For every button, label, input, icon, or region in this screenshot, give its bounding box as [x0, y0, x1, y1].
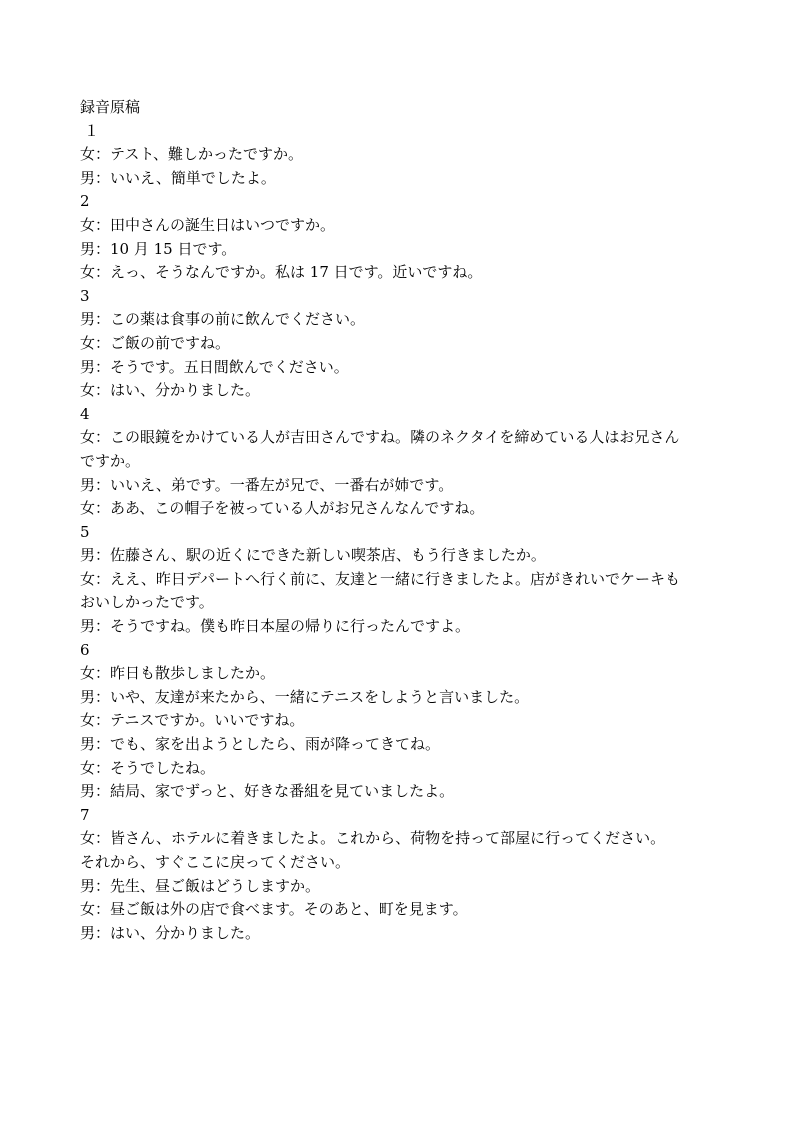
dialogue-line: 男：はい、分かりました。 — [80, 923, 261, 942]
dialogue-line: 男：でも、家を出ようとしたら、雨が降ってきてね。 — [80, 735, 441, 754]
dialogue-line: 男：いいえ、簡単でしたよ。 — [80, 168, 276, 187]
document-title: 録音原稿 — [80, 98, 141, 116]
dialogue-line: 女：昼ご飯は外の店で食べます。そのあと、町を見ます。 — [80, 900, 468, 919]
dialogue-line: 男：いや、友達が来たから、一緒にテニスをしようと言いました。 — [80, 687, 530, 706]
dialogue-section-7 — [80, 804, 700, 946]
dialogue-line: 男：そうですね。僕も昨日本屋の帰りに行ったんですよ。 — [80, 617, 471, 636]
section-number: 3 — [80, 286, 90, 305]
dialogue-section-2 — [80, 190, 700, 284]
dialogue-line: 女：この眼鏡をかけている人が吉田さんですね。隣のネクタイを締めている人はお兄さんですか。 — [80, 428, 680, 470]
dialogue-line: 男：先生、昼ご飯はどうしますか。 — [80, 876, 321, 895]
dialogue-line: 女：テスト、難しかったですか。 — [80, 145, 304, 164]
dialogue-line: 女：皆さん、ホテルに着きましたよ。これから、荷物を持って部屋に行ってください。それから、すぐここに戻ってください。 — [80, 829, 666, 871]
dialogue-line: 女：テニスですか。いいですね。 — [80, 711, 305, 730]
dialogue-line: 男：10 月 15 日です。 — [80, 239, 237, 258]
dialogue-section-4 — [80, 403, 700, 521]
dialogue-section-1 — [80, 120, 700, 191]
section-number: 7 — [80, 805, 90, 824]
dialogue-line: 男：結局、家でずっと、好きな番組を見ていましたよ。 — [80, 782, 455, 801]
dialogue-line: 女：ああ、この帽子を被っている人がお兄さんなんですね。 — [80, 499, 485, 518]
dialogue-line: 男：そうです。五日間飲んでください。 — [80, 357, 349, 376]
dialogue-section-3 — [80, 285, 700, 403]
dialogue-line: 女：田中さんの誕生日はいつですか。 — [80, 215, 336, 234]
dialogue-line: 女：昨日も散歩しましたか。 — [80, 664, 276, 683]
dialogue-line: 女：そうでしたね。 — [80, 758, 216, 777]
section-number: 5 — [80, 522, 90, 541]
dialogue-section-6 — [80, 639, 700, 804]
dialogue-line: 男：この薬は食事の前に飲んでください。 — [80, 310, 366, 329]
transcript-document — [80, 96, 700, 945]
dialogue-line: 男：佐藤さん、駅の近くにできた新しい喫茶店、もう行きましたか。 — [80, 546, 546, 565]
section-number: 6 — [80, 640, 90, 659]
dialogue-line: 男：いいえ、弟です。一番左が兄で、一番右が姉です。 — [80, 475, 454, 494]
section-number: １ — [84, 121, 100, 140]
dialogue-line: 女：ええ、昨日デパートへ行く前に、友達と一緒に行きましたよ。店がきれいでケーキもおいしかったです。 — [80, 569, 681, 612]
dialogue-section-5 — [80, 521, 700, 639]
dialogue-line: 女：はい、分かりました。 — [80, 381, 261, 400]
dialogue-line: 女：ご飯の前ですね。 — [80, 333, 231, 352]
section-number: 4 — [80, 404, 90, 423]
section-number: 2 — [80, 192, 90, 211]
dialogue-line: 女：えっ、そうなんですか。私は 17 日です。近いですね。 — [80, 263, 483, 282]
